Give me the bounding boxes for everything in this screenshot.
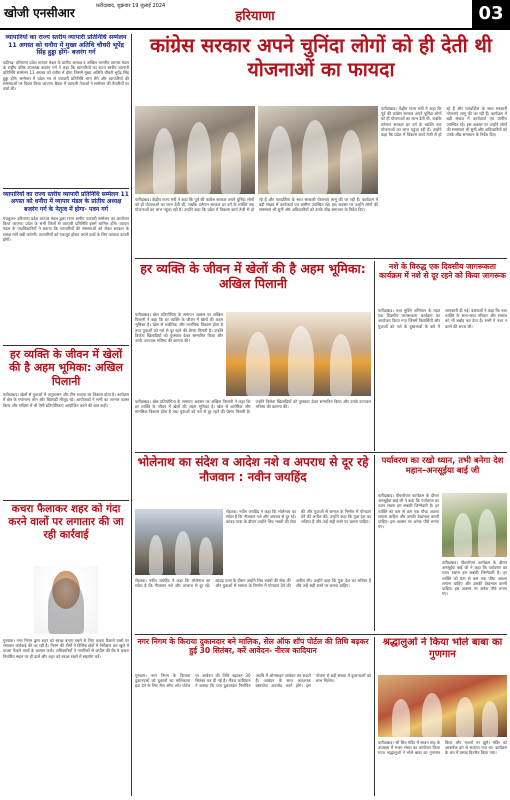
body-environment: फरीदाबाद। पौधारोपण कार्यक्रम के दौरान अनसूईया बाई जी ने कहा कि पर्यावरण का ध्यान रखना हम सबकी जिम्मेदारी है। हर व्यक्ति को कम से कम एक पौधा अवश्य लगाना चाहिए और उसकी देखभाल करनी चाहिए। इस अवसर पर अनेक पौधे लगाए गए। bbox=[378, 493, 439, 530]
body-traders-convention-2: पंचकूला- हरियाणा प्रदेश व्यापार मंडल द्वारा राज्य स्तरीय व्यापारी सम्मेलन का आयोजन किया जाएगा। प्रदेश के सभी जिलों से व्यापारी प्रतिनिधि इसमें शामिल होंगे। व्यापार मंडल के पदाधिकारियों ने बताया कि व्यापारियों की समस्याओं को लेकर सरकार के समक्ष मांगें रखी जाएंगी। व्यापारियों को एकजुट होकर अपने हकों के लिए आवाज उठानी होगी। bbox=[3, 215, 129, 242]
story-drug-awareness bbox=[378, 262, 507, 306]
body-drug-awareness: फरीदाबाद। नशा मुक्ति अभियान के तहत एक दिवसीय जागरूकता कार्यक्रम का आयोजन किया गया जिसमें विद्यार्थियों और युवाओं को नशे के दुष्प्रभावों के बारे में जानकारी दी गई। वक्ताओं ने कहा कि नशा व्यक्ति के साथ-साथ परिवार और समाज को भी बर्बाद कर देता है। सभी ने नशा न करने की शपथ ली। bbox=[378, 308, 507, 329]
body-traders-convention: चंडीगढ़- हरियाणा प्रदेश व्यापार मंडल के प्रांतीय अध्यक्ष व अखिल भारतीय व्यापार मंडल के राष्ट्रीय वरिष्ठ उपाध्यक्ष बजरंग गर्ग ने कहा कि व्यापारियों का राज्य स्तरीय व्यापारी प्रतिनिधि सम्मेलन 11 अगस्त को धनौरा में होगा जिसमें मुख्य अतिथि चौधरी भूपेंद्र सिंह हुड्डा होंगे। सम्मेलन में प्रदेश भर से व्यापारी प्रतिनिधि भाग लेंगे और व्यापारियों की समस्याओं पर विचार किया जाएगा। बैठक में व्यापारी नेताओं ने सम्मेलन की तैयारियों पर चर्चा की। bbox=[3, 60, 129, 92]
person-figure bbox=[392, 699, 410, 737]
body-sports-continued: फरीदाबाद। खेल प्रतियोगिता के समापन अवसर पर अखिल पिलानी ने कहा कि हर व्यक्ति के जीवन में खेलों की अहम भूमिका है। खेल से शारीरिक और मानसिक विकास होता है तथा युवाओं को नशे से दूर रहने की प्रेरणा मिलती है। उन्होंने विजेता खिलाड़ियों को पुरस्कार देकर सम्मानित किया और उनके उज्ज्वल भविष्य की कामना की। bbox=[135, 399, 371, 415]
story-sports-left bbox=[3, 348, 129, 498]
divider bbox=[135, 452, 507, 453]
environment-photo bbox=[442, 493, 507, 557]
headline-sports-left: हर व्यक्ति के जीवन में खेलों की है अहम भूमिका: अखिल पिलानी bbox=[9, 348, 123, 388]
body-sports: फरीदाबाद। खेल प्रतियोगिता के समापन अवसर पर अखिल पिलानी ने कहा कि हर व्यक्ति के जीवन में खेलों की अहम भूमिका है। खेल से शारीरिक और मानसिक विकास होता है तथा युवाओं को नशे से दूर रहने की प्रेरणा मिलती है। उन्होंने विजेता खिलाड़ियों को पुरस्कार देकर सम्मानित किया और उनके उज्ज्वल भविष्य की कामना की। bbox=[135, 312, 223, 344]
divider bbox=[3, 188, 129, 189]
person-figure bbox=[456, 697, 474, 737]
person-figure bbox=[288, 326, 314, 396]
story-traders-convention-2 bbox=[3, 191, 129, 343]
headline-traders-convention-2: व्यापारियों का राज्य स्तरीय व्यापारी प्रतिनिधि सम्मेलन 11 अगस्त को धनौरा में व्यापार मंडल के प्रांतीय अध्यक्ष बजरंग गर्ग के नेतृत्व में होगा- पवन गर्ग bbox=[3, 191, 129, 213]
headline-sports: हर व्यक्ति के जीवन में खेलों की है अहम भूमिका: अखिल पिलानी bbox=[140, 261, 366, 292]
headline-devotees: श्रद्धालुओं ने किया भोले बाबा का गुणगान bbox=[382, 637, 503, 661]
person-figure bbox=[199, 537, 213, 575]
column-divider bbox=[131, 34, 132, 796]
person-figure bbox=[149, 535, 163, 575]
body-devotees: फरीदाबाद। श्री शिव मंदिर में सावन माह के उपलक्ष्य में भजन संध्या का आयोजन किया गया। श्रद्धालुओं ने भोले बाबा का गुणगान किया और भजनों पर झूमे। मंदिर को आकर्षक ढंग से सजाया गया था। कार्यक्रम के अंत में प्रसाद वितरित किया गया। bbox=[378, 740, 507, 756]
body-bholenath-continued: रोहतक। नवीन जयहिंद ने कहा कि भोलेनाथ का संदेश है कि नौजवान नशे और अपराध से दूर रहें। कांवड़ यात्रा के दौरान उन्होंने शिव भक्तों की सेवा की और युवाओं से समाज के निर्माण में योगदान देने की अपील की। उन्होंने कहा कि युवा देश का भविष्य हैं और उन्हें सही रास्ते पर चलना चाहिए। bbox=[135, 578, 371, 589]
person-figure bbox=[187, 122, 211, 194]
headline-municipal: नगर निगम के किराया दुकानदार बने मालिक, सेल ऑफ शॉप पोर्टल की तिथि बढ़कर हुई 30 सितंबर, करें आवेदन- नीरज कादियान bbox=[137, 637, 369, 656]
body-lead: फरीदाबाद। केंद्रीय राज्य मंत्री ने कहा कि पूर्व की कांग्रेस सरकार अपने चुनिंदा लोगों को ही योजनाओं का लाभ देती थी, जबकि वर्तमान सरकार हर वर्ग के व्यक्ति तक योजनाओं का लाभ पहुंचा रही है। उन्होंने कहा कि प्रदेश में विकास कार्य तेजी से हो रहे हैं और पारदर्शिता के साथ सरकारी योजनाएं लागू की जा रही हैं। कार्यक्रम में बड़ी संख्या में कार्यकर्ता एवं ग्रामीण उपस्थित रहे। इस अवसर पर उन्होंने लोगों की समस्याएं भी सुनीं और अधिकारियों को उनके शीघ्र समाधान के निर्देश दिए। bbox=[381, 106, 507, 138]
story-devotees bbox=[378, 637, 507, 673]
body-lead-continued: फरीदाबाद। केंद्रीय राज्य मंत्री ने कहा कि पूर्व की कांग्रेस सरकार अपने चुनिंदा लोगों को ही योजनाओं का लाभ देती थी, जबकि वर्तमान सरकार हर वर्ग के व्यक्ति तक योजनाओं का लाभ पहुंचा रही है। उन्होंने कहा कि प्रदेश में विकास कार्य तेजी से हो रहे हैं और पारदर्शिता के साथ सरकारी योजनाएं लागू की जा रही हैं। कार्यक्रम में बड़ी संख्या में कार्यकर्ता एवं ग्रामीण उपस्थित रहे। इस अवसर पर उन्होंने लोगों की समस्याएं भी सुनीं और अधिकारियों को उनके शीघ्र समाधान के निर्देश दिए। bbox=[135, 197, 378, 213]
column-divider bbox=[374, 261, 375, 451]
story-garbage bbox=[3, 503, 129, 563]
lead-photo-left bbox=[135, 106, 255, 194]
body-bholenath: रोहतक। नवीन जयहिंद ने कहा कि भोलेनाथ का संदेश है कि नौजवान नशे और अपराध से दूर रहें। कांवड़ यात्रा के दौरान उन्होंने शिव भक्तों की सेवा की और युवाओं से समाज के निर्माण में योगदान देने की अपील की। उन्होंने कहा कि युवा देश का भविष्य हैं और उन्हें सही रास्ते पर चलना चाहिए। bbox=[226, 509, 371, 525]
story-municipal bbox=[135, 637, 371, 671]
story-environment bbox=[378, 455, 507, 491]
headline-traders-convention: व्यापारियों का राज्य स्तरीय व्यापारी प्रतिनिधि सम्मेलन 11 अगस्त को धनौरा में मुख्य अतिथि चौधरी भूपेंद्र सिंह हुड्डा होंगे- बजरंग गर्ग bbox=[5, 34, 127, 57]
headline-environment: पर्यावरण का रखो ध्यान, तभी बनेगा देश महान–अनसूईया बाई जी bbox=[381, 455, 504, 476]
person-figure bbox=[175, 531, 191, 575]
person-figure bbox=[482, 701, 498, 737]
sports-photo bbox=[226, 312, 371, 396]
newspaper-brand: खोजी एनसीआर bbox=[4, 6, 75, 20]
person-figure bbox=[454, 513, 472, 557]
body-sports-left: फरीदाबाद। खेलों से युवाओं में अनुशासन और टीम भावना का विकास होता है। कार्यक्रम में क्षेत्र के गणमान्य लोग और खिलाड़ी मौजूद रहे। आयोजकों ने सभी का आभार व्यक्त किया और भविष्य में भी ऐसी प्रतियोगिताएं आयोजित करने की बात कही। bbox=[3, 392, 129, 408]
divider bbox=[3, 500, 129, 501]
bholenath-photo bbox=[135, 509, 223, 575]
divider bbox=[135, 258, 507, 259]
person-figure bbox=[340, 130, 362, 194]
headline-bholenath: भोलेनाथ का संदेश व आदेश नशे व अपराध से दूर रहे नौजवान : नवीन जयहिंद bbox=[137, 455, 369, 484]
person-figure bbox=[478, 509, 496, 557]
headline-drug-awareness: नशे के विरुद्ध एक दिवसीय जागरूकता कार्यक्रम में नशे से दूर रहने को किया जागरूक bbox=[379, 262, 506, 281]
masthead bbox=[0, 0, 510, 30]
body-municipal: गुरुग्राम। नगर निगम के किराया दुकानदारों को दुकानों का मालिकाना हक देने के लिए सेल ऑफ शॉप पोर्टल पर आवेदन की तिथि बढ़ाकर 30 सितंबर कर दी गई है। नीरज कादियान ने बताया कि पात्र दुकानदार निर्धारित अवधि में ऑनलाइन आवेदन कर सकते हैं। आवेदन के साथ आवश्यक दस्तावेज अपलोड करने होंगे। इस योजना से बड़ी संख्या में दुकानदारों को लाभ मिलेगा। bbox=[135, 673, 371, 689]
section-title: हरियाणा bbox=[235, 9, 275, 24]
person-figure bbox=[422, 693, 442, 737]
divider bbox=[135, 634, 507, 635]
devotees-photo bbox=[378, 675, 507, 737]
divider bbox=[3, 345, 129, 346]
story-sports bbox=[135, 261, 371, 311]
person-figure bbox=[221, 132, 241, 194]
story-bholenath bbox=[135, 455, 371, 507]
column-divider bbox=[374, 637, 375, 796]
headline-lead: कांग्रेस सरकार अपने चुनिंदा लोगों को ही देती थी योजनाओं का फायदा bbox=[150, 34, 492, 81]
story-lead bbox=[135, 34, 507, 104]
person-figure bbox=[153, 128, 175, 194]
portrait-photo bbox=[34, 566, 98, 634]
headline-garbage: कचरा फैलाकर शहर को गंदा करने वालों पर लगातार की जा रही कार्रवाई bbox=[8, 503, 124, 541]
column-divider bbox=[374, 455, 375, 631]
edition-line: फ़रीदाबाद, शुक्रवार 19 जुलाई 2024 bbox=[96, 3, 166, 9]
person-figure bbox=[302, 120, 328, 194]
lead-photo-center bbox=[258, 106, 378, 194]
person-figure bbox=[268, 126, 292, 194]
body-environment-continued: फरीदाबाद। पौधारोपण कार्यक्रम के दौरान अनसूईया बाई जी ने कहा कि पर्यावरण का ध्यान रखना हम सबकी जिम्मेदारी है। हर व्यक्ति को कम से कम एक पौधा अवश्य लगाना चाहिए और उसकी देखभाल करनी चाहिए। इस अवसर पर अनेक पौधे लगाए गए। bbox=[442, 560, 507, 597]
person-figure bbox=[246, 332, 270, 396]
story-traders-convention bbox=[3, 34, 129, 186]
portrait-figure bbox=[48, 578, 84, 634]
body-garbage: गुरुग्राम। नगर निगम द्वारा शहर को स्वच्छ बनाए रखने के लिए कचरा फैलाने वालों पर लगातार कार्रवाई की जा रही है। निगम की टीमों ने विभिन्न क्षेत्रों में निरीक्षण कर खुले में कचरा फेंकने वालों के चालान काटे। अधिकारियों ने नागरिकों से अपील की कि वे कचरा निर्धारित स्थान पर ही डालें और शहर को स्वच्छ रखने में सहयोग करें। bbox=[3, 638, 129, 659]
person-figure bbox=[330, 334, 352, 396]
page-number: 03 bbox=[472, 0, 510, 28]
